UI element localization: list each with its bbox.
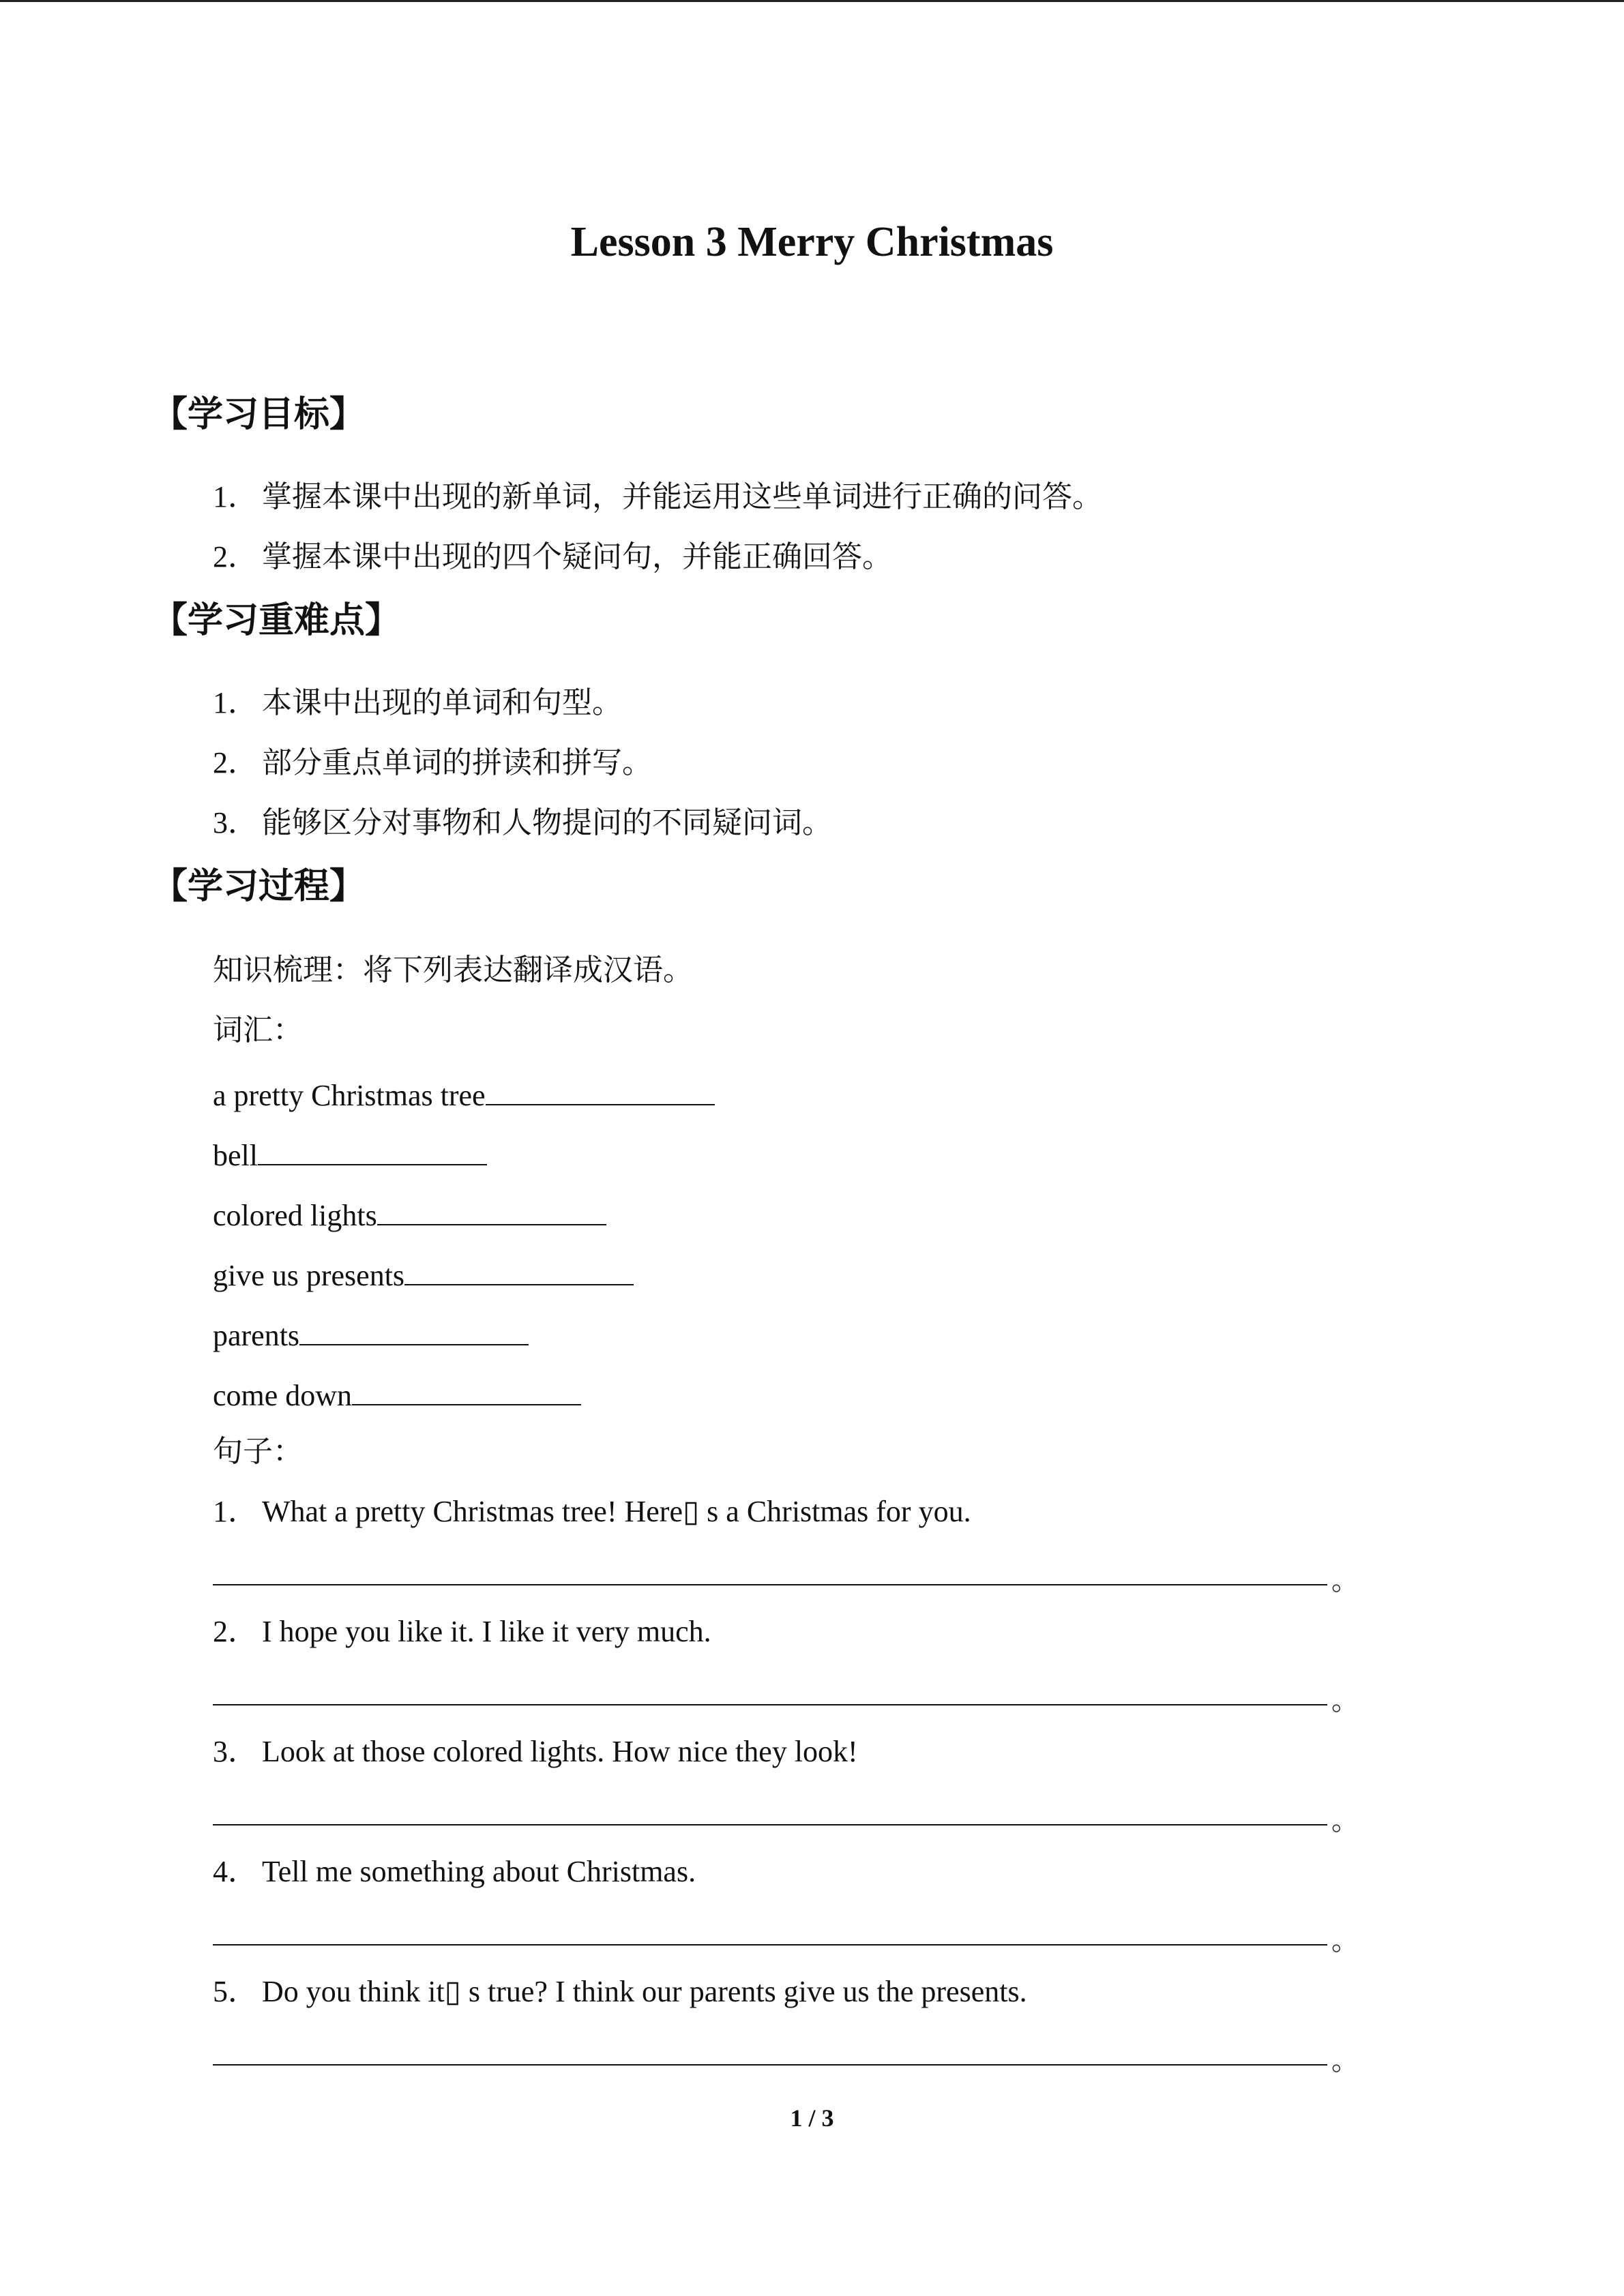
objective-item xyxy=(213,477,1102,518)
answer-blank[interactable] xyxy=(486,1074,715,1105)
sentences-label: 句子： xyxy=(213,1434,303,1469)
answer-line[interactable] xyxy=(213,1665,1359,1716)
vocab-label: 词汇： xyxy=(213,1013,303,1047)
answer-blank[interactable] xyxy=(352,1374,581,1405)
item-number: 3． xyxy=(213,1735,258,1768)
sentence-item xyxy=(213,1851,696,1892)
period-mark: 。 xyxy=(1331,1805,1359,1836)
answer-rule xyxy=(213,1824,1327,1825)
item-text: 掌握本课中出现的新单词，并能运用这些单词进行正确的问答。 xyxy=(262,479,1102,514)
vocab-item xyxy=(213,1074,715,1116)
objective-item xyxy=(213,537,892,578)
item-number: 1． xyxy=(213,1495,258,1528)
answer-rule xyxy=(213,1704,1327,1705)
section-heading-objectives: 【学习目标】 xyxy=(152,394,366,435)
sentence-item xyxy=(213,1971,1027,2012)
answer-blank[interactable] xyxy=(258,1134,487,1165)
sentence-text: Do you think it▯ s true? I think our parents give us the presents. xyxy=(262,1975,1027,2008)
item-text: 能够区分对事物和人物提问的不同疑问词。 xyxy=(262,805,832,840)
answer-blank[interactable] xyxy=(377,1194,606,1225)
answer-line[interactable] xyxy=(213,1905,1359,1956)
item-number: 1． xyxy=(213,686,258,719)
keypoint-item xyxy=(213,803,832,844)
answer-rule xyxy=(213,1944,1327,1945)
answer-rule xyxy=(213,2064,1327,2066)
sentence-item xyxy=(213,1611,711,1652)
vocab-text: bell xyxy=(213,1139,258,1172)
section-heading-process: 【学习过程】 xyxy=(152,866,366,907)
vocab-text: colored lights xyxy=(213,1199,377,1232)
item-number: 2． xyxy=(213,1615,258,1648)
vocab-text: a pretty Christmas tree xyxy=(213,1079,486,1112)
period-mark: 。 xyxy=(1331,1925,1359,1956)
sentence-text: I hope you like it. I like it very much. xyxy=(262,1615,711,1648)
vocab-item xyxy=(213,1314,529,1356)
sentence-item xyxy=(213,1491,971,1532)
item-number: 4． xyxy=(213,1855,258,1888)
period-mark: 。 xyxy=(1331,2045,1359,2076)
item-number: 3． xyxy=(213,806,258,839)
period-mark: 。 xyxy=(1331,1685,1359,1716)
item-text: 部分重点单词的拼读和拼写。 xyxy=(262,745,652,780)
keypoint-item xyxy=(213,683,622,724)
answer-line[interactable] xyxy=(213,2025,1359,2076)
vocab-item xyxy=(213,1134,487,1176)
section-heading-keypoints: 【学习重难点】 xyxy=(152,600,401,641)
item-text: 本课中出现的单词和句型。 xyxy=(262,685,622,720)
page-title: Lesson 3 Merry Christmas xyxy=(570,219,1054,265)
vocab-text: give us presents xyxy=(213,1259,405,1292)
answer-blank[interactable] xyxy=(299,1314,529,1345)
vocab-item xyxy=(213,1194,606,1236)
vocab-item xyxy=(213,1254,634,1296)
vocab-text: come down xyxy=(213,1379,353,1412)
item-number: 2． xyxy=(213,540,258,573)
answer-line[interactable] xyxy=(213,1785,1359,1836)
answer-rule xyxy=(213,1584,1327,1585)
process-intro: 知识梳理：将下列表达翻译成汉语。 xyxy=(213,953,693,987)
sentence-item xyxy=(213,1731,858,1772)
item-number: 5． xyxy=(213,1975,258,2008)
period-mark: 。 xyxy=(1331,1565,1359,1596)
answer-blank[interactable] xyxy=(404,1254,634,1285)
answer-line[interactable] xyxy=(213,1545,1359,1596)
item-number: 2． xyxy=(213,746,258,779)
keypoint-item xyxy=(213,743,652,784)
vocab-item xyxy=(213,1374,581,1416)
sentence-text: Tell me something about Christmas. xyxy=(262,1855,696,1888)
item-text: 掌握本课中出现的四个疑问句，并能正确回答。 xyxy=(262,539,892,574)
page-number: 1 / 3 xyxy=(790,2104,834,2132)
sentence-text: What a pretty Christmas tree! Here▯ s a Christmas for you. xyxy=(262,1495,971,1528)
item-number: 1． xyxy=(213,480,258,513)
vocab-text: parents xyxy=(213,1319,300,1352)
sentence-text: Look at those colored lights. How nice they look! xyxy=(262,1735,858,1768)
